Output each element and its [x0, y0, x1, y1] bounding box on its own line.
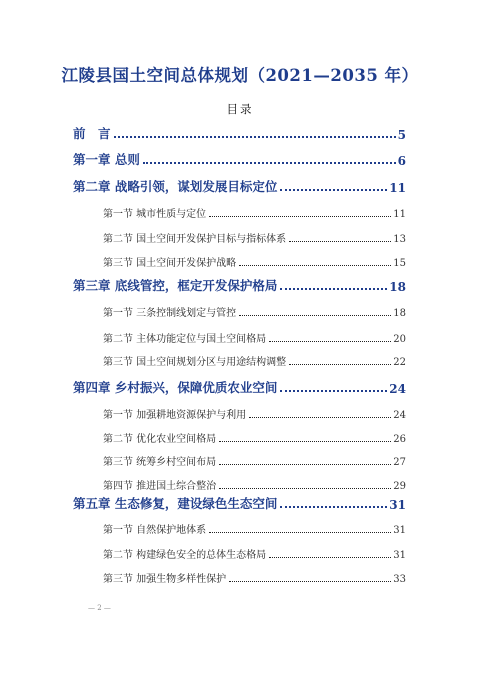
toc-entry-label: 第三节 国土空间开发保护战略 — [103, 258, 237, 269]
toc-entry-page: 13 — [393, 234, 406, 245]
toc-dot-leader — [239, 315, 391, 316]
toc-dot-leader — [280, 506, 387, 508]
toc-dot-leader — [249, 417, 391, 418]
toc-entry-page: 31 — [393, 525, 406, 536]
toc-dot-leader — [269, 557, 391, 558]
toc-entry-label: 第五章 生态修复，建设绿色生态空间 — [73, 496, 278, 511]
toc-dot-leader — [239, 265, 391, 266]
toc-section-entry[interactable] — [103, 253, 406, 269]
toc-entry-label: 第一节 加强耕地资源保护与利用 — [103, 410, 247, 421]
toc-entry-page: 6 — [397, 154, 406, 168]
toc-entry-label: 第二节 构建绿色安全的总体生态格局 — [103, 550, 267, 561]
toc-dot-leader — [280, 390, 387, 392]
toc-entry-page: 15 — [393, 258, 406, 269]
toc-dot-leader — [219, 441, 391, 442]
toc-entry-label: 第三节 国土空间规划分区与用途结构调整 — [103, 357, 287, 368]
toc-entry-label: 第四章 乡村振兴，保障优质农业空间 — [73, 380, 278, 395]
toc-section-entry[interactable] — [103, 545, 406, 561]
toc-entry-page: 22 — [393, 357, 406, 368]
toc-section-entry[interactable] — [103, 429, 406, 445]
toc-chapter-entry[interactable] — [73, 494, 406, 512]
toc-dot-leader — [143, 162, 396, 164]
document-title: 江陵县国土空间总体规划（2021—2035 年） — [61, 66, 419, 85]
toc-entry-page: 18 — [393, 308, 406, 319]
toc-entry-label: 第四节 推进国土综合整治 — [103, 481, 217, 492]
toc-section-entry[interactable] — [103, 329, 406, 345]
toc-section-entry[interactable] — [103, 204, 406, 220]
toc-entry-label: 第二章 战略引领，谋划发展目标定位 — [73, 179, 278, 194]
toc-section-entry[interactable] — [103, 520, 406, 536]
toc-entry-page: 33 — [393, 574, 406, 585]
toc-dot-leader — [280, 189, 387, 191]
toc-section-entry[interactable] — [103, 405, 406, 421]
toc-entry-page: 31 — [393, 550, 406, 561]
toc-dot-leader — [289, 241, 391, 242]
toc-entry-page: 18 — [389, 280, 406, 294]
toc-entry-label: 第三节 加强生物多样性保护 — [103, 574, 227, 585]
toc-entry-page: 31 — [389, 498, 406, 512]
toc-entry-label: 第三节 统筹乡村空间布局 — [103, 457, 217, 468]
toc-dot-leader — [269, 341, 391, 342]
toc-entry-page: 29 — [393, 481, 406, 492]
toc-dot-leader — [229, 581, 391, 582]
toc-chapter-entry[interactable] — [73, 276, 406, 294]
toc-entry-label: 第二节 国土空间开发保护目标与指标体系 — [103, 234, 287, 245]
toc-chapter-entry[interactable] — [73, 150, 406, 168]
toc-chapter-entry[interactable] — [73, 378, 406, 396]
toc-section-entry[interactable] — [103, 569, 406, 585]
toc-dot-leader — [209, 216, 391, 217]
toc-dot-leader — [219, 488, 391, 489]
toc-entry-page: 24 — [393, 410, 406, 421]
toc-dot-leader — [289, 364, 391, 365]
toc-entry-page: 20 — [393, 334, 406, 345]
toc-dot-leader — [114, 136, 396, 138]
toc-section-entry[interactable] — [103, 352, 406, 368]
toc-entry-page: 11 — [393, 209, 406, 220]
toc-entry-label: 第二节 主体功能定位与国土空间格局 — [103, 334, 267, 345]
toc-entry-label: 第一节 城市性质与定位 — [103, 209, 207, 220]
toc-chapter-entry[interactable] — [73, 177, 406, 195]
toc-section-entry[interactable] — [103, 229, 406, 245]
toc-entry-label: 第一节 自然保护地体系 — [103, 525, 207, 536]
toc-entry-label: 前 言 — [73, 126, 111, 141]
toc-entry-page: 27 — [393, 457, 406, 468]
toc-dot-leader — [219, 464, 391, 465]
toc-entry-label: 第三章 底线管控，框定开发保护格局 — [73, 278, 278, 293]
toc-chapter-entry[interactable] — [73, 124, 406, 142]
toc-entry-page: 26 — [393, 434, 406, 445]
toc-entry-page: 11 — [389, 181, 406, 195]
toc-entry-label: 第二节 优化农业空间格局 — [103, 434, 217, 445]
toc-section-entry[interactable] — [103, 452, 406, 468]
toc-dot-leader — [280, 288, 387, 290]
toc-entry-label: 第一节 三条控制线划定与管控 — [103, 308, 237, 319]
toc-section-entry[interactable] — [103, 476, 406, 492]
toc-entry-page: 5 — [397, 128, 406, 142]
page-number-footer: — 2 — — [88, 604, 111, 612]
toc-entry-page: 24 — [389, 382, 406, 396]
toc-section-entry[interactable] — [103, 303, 406, 319]
toc-heading: 目录 — [226, 102, 254, 116]
toc-dot-leader — [209, 532, 391, 533]
toc-entry-label: 第一章 总则 — [73, 152, 140, 167]
